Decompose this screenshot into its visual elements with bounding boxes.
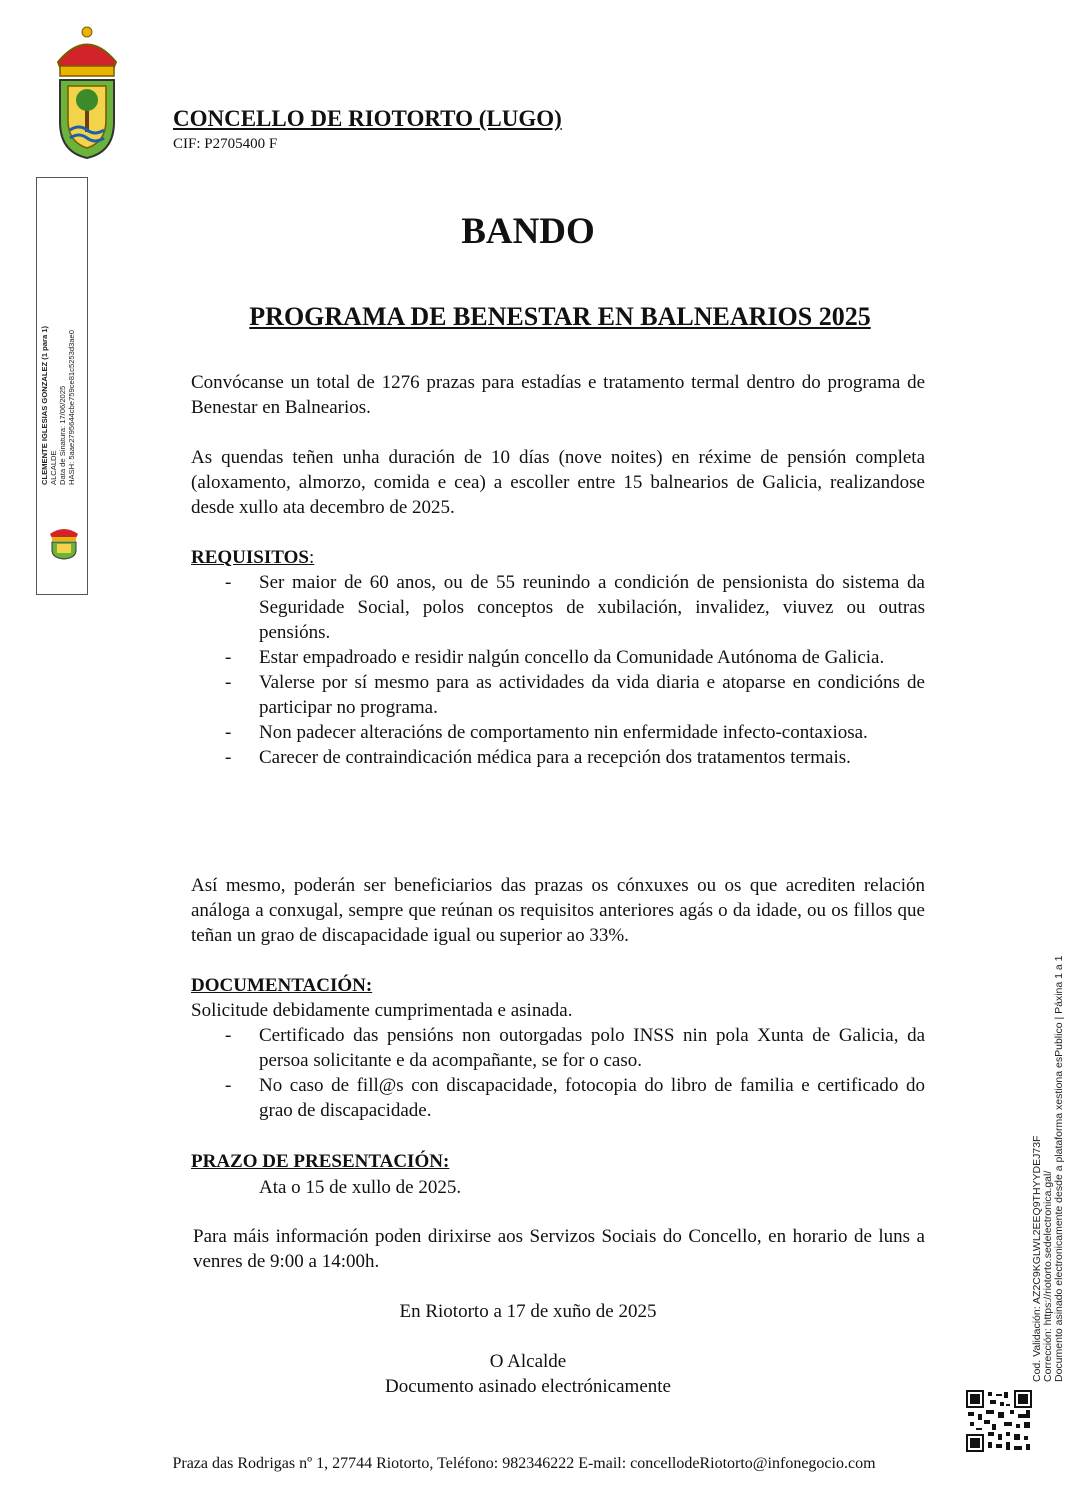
deadline-heading: PRAZO DE PRESENTACIÓN: [191,1151,450,1172]
signature-crest-icon [42,524,86,560]
page-subtitle: PROGRAMA DE BENESTAR EN BALNEARIOS 2025 [249,302,871,331]
intro-paragraph: Convócanse un total de 1276 prazas para estadías e tratamento termal dentro do programa de Benestar en Balnearios. [191,372,925,418]
requirements-heading-colon: : [308,547,315,568]
list-item: - Valerse por sí mesmo para as actividades da vida diaria e atoparse en condicións de participar no programa. [225,672,925,718]
signer-title: O Alcalde [489,1351,567,1372]
list-item: - Carecer de contraindicación médica para a recepción dos tratamentos termais. [225,747,851,768]
list-item-text: Non padecer alteracións de comportamento nin enfermidade infecto-contaxiosa. [259,722,868,743]
intro-paragraph: As quendas teñen unha duración de 10 días (nove noites) en réxime de pensión completa (aloxamento, almorzo, comida e cea) a escoller entre 15 balnearios de Galicia, realizandose desde xullo ata decembro de 2025. [191,447,925,518]
validation-text [1032,937,1065,1382]
footer-contact: Praza das Rodrigas nº 1, 27744 Riotorto, Teléfono: 982346222 E-mail: concellodeRiotorto@infonegocio.com [172,1455,876,1472]
list-item: - Estar empadroado e residir nalgún concello da Comunidade Autónoma de Galicia. [225,647,885,668]
info-paragraph: Para máis información poden dirixirse aos Servizos Sociais do Concello, en horario de luns a venres de 9:00 a 14:00h. [193,1226,925,1272]
beneficiaries-paragraph: Así mesmo, poderán ser beneficiarios das prazas os cónxuxes ou os que acrediten relación análoga a conxugal, sempre que reúnan os requisitos anteriores agás o da idade, ou os fillos que teñan un grao de discapacidade igual ou superior ao 33%. [191,875,925,946]
municipal-crest-logo [46,22,128,162]
signature-signer: CLEMENTE IGLESIAS GONZALEZ (1 para 1) [40,325,49,485]
list-item-text: Carecer de contraindicación médica para a recepción dos tratamentos termais. [259,747,851,768]
list-item: - Ser maior de 60 anos, ou de 55 reunindo a condición de pensionista do sistema da Seguridade Social, polos conceptos de xubilación, invalidez, viuvez ou outras pensións. [225,572,925,643]
validation-note: Documento asinado electronicamente desde a plataforma xestiona esPublico | Páxina 1 a 1 [1053,955,1065,1382]
org-cif: CIF: P2705400 F [173,136,278,152]
documentation-heading: DOCUMENTACIÓN: [191,975,373,996]
list-item: - No caso de fill@s con discapacidade, fotocopia do libro de familia e certificado do grao de discapacidade. [225,1075,925,1121]
place-date: En Riotorto a 17 de xuño de 2025 [399,1301,657,1322]
list-item-text: Valerse por sí mesmo para as actividades da vida diaria e atoparse en condicións de participar no programa. [259,672,925,718]
org-name: CONCELLO DE RIOTORTO (LUGO) [173,106,562,131]
list-item: - Certificado das pensións non outorgadas polo INSS nin pola Xunta de Galicia, da persoa solicitante e da acompañante, se for o caso. [225,1025,925,1071]
documentation-list [225,1023,925,1123]
validation-url: Corrección: https://riotorto.sedelectronica.gal/ [1042,1170,1054,1382]
qr-code-icon[interactable] [966,1390,1032,1452]
list-item-text: No caso de fill@s con discapacidade, fotocopia do libro de familia e certificado do grao de discapacidade. [259,1075,925,1121]
list-item-text: Certificado das pensións non outorgadas polo INSS nin pola Xunta de Galicia, da persoa solicitante e da acompañante, se for o caso. [259,1025,925,1071]
page-title: BANDO [461,211,595,252]
requirements-list [225,570,925,770]
signature-hash: HASH: 5aae2795644cbe759ce81c5253d3ae0 [67,330,76,485]
list-item-text: Ser maior de 60 anos, ou de 55 reunindo a condición de pensionista do sistema da Seguridade Social, polos conceptos de xubilación, invalidez, viuvez ou outras pensións. [259,572,925,643]
documentation-intro: Solicitude debidamente cumprimentada e asinada. [191,1000,573,1021]
signer-note: Documento asinado electrónicamente [385,1376,671,1397]
signature-date: Data de Sinatura: 17/06/2025 [58,385,67,485]
requirements-heading-text: REQUISITOS [191,547,309,568]
list-item-text: Estar empadroado e residir nalgún concello da Comunidade Autónoma de Galicia. [259,647,885,668]
requirements-heading [191,545,314,570]
validation-code: Cod. Validación: AZ2C9KGLWL2EEQ9THYYDEJ73F [1031,1135,1043,1382]
signature-role: ALCALDE [49,450,58,485]
list-item: - Non padecer alteracións de comportamento nin enfermidade infecto-contaxiosa. [225,722,868,743]
deadline-text: Ata o 15 de xullo de 2025. [259,1177,462,1198]
